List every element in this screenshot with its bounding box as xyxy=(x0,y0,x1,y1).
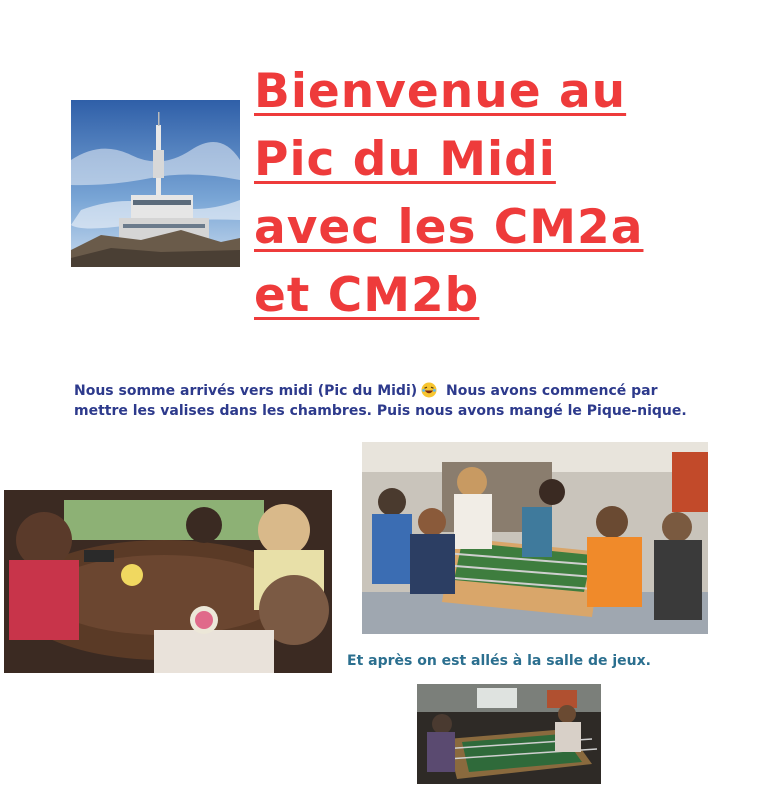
intro-text-end: Nous avons commencé par mettre les valises dans les chambres. Puis nous avons mangé le Pique-nique. xyxy=(74,383,687,419)
game-room-photo xyxy=(417,684,601,784)
intro-text-start: Nous somme arrivés vers midi (Pic du Midi) xyxy=(74,383,418,399)
title-line-3: avec les CM2a xyxy=(254,200,644,255)
title-line-1: Bienvenue au xyxy=(254,64,627,119)
foosball-photo xyxy=(362,442,708,634)
page-title xyxy=(254,58,754,330)
title-line-4: et CM2b xyxy=(254,268,480,323)
game-room-caption: Et après on est allés à la salle de jeux. xyxy=(347,653,651,669)
intro-paragraph xyxy=(74,381,714,421)
title-line-2: Pic du Midi xyxy=(254,132,556,187)
observatory-photo xyxy=(71,100,240,267)
laughing-face-icon xyxy=(421,382,437,398)
card-game-photo xyxy=(4,490,332,673)
